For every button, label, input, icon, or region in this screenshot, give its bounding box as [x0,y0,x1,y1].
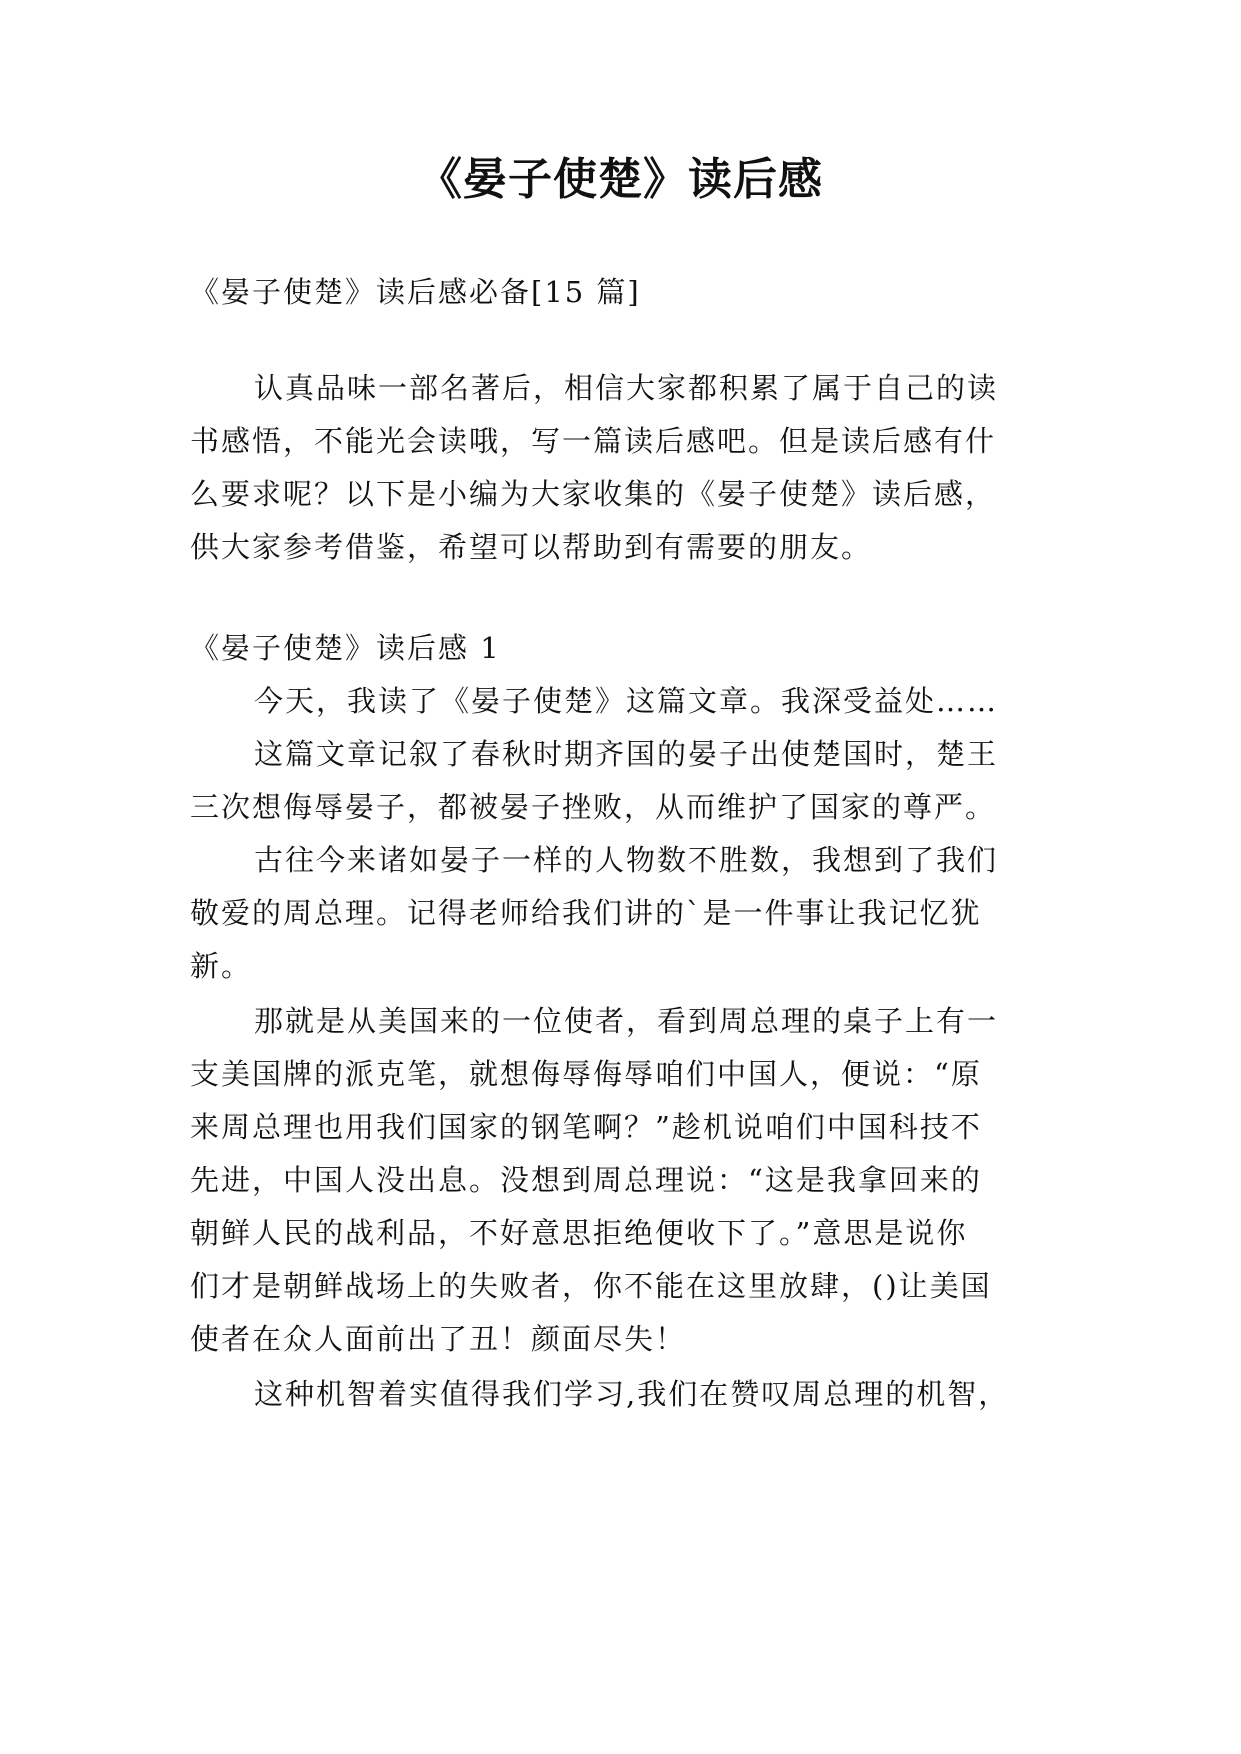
intro-line: 供大家参考借鉴，希望可以帮助到有需要的朋友。 [190,530,873,564]
body-line: 那就是从美国来的一位使者，看到周总理的桌子上有一 [254,1004,999,1038]
document-subtitle: 《晏子使楚》读后感必备[15 篇] [190,275,641,309]
intro-line: 认真品味一部名著后，相信大家都积累了属于自己的读 [254,371,999,405]
body-line: 新。 [190,949,253,983]
body-line: 使者在众人面前出了丑！颜面尽失！ [190,1322,687,1356]
intro-line: 书感悟，不能光会读哦，写一篇读后感吧。但是读后感有什 [190,424,997,458]
body-line: 这种机智着实值得我们学习,我们在赞叹周总理的机智， [254,1377,1010,1411]
body-line: 来周总理也用我们国家的钢笔啊？”趁机说咱们中国科技不 [190,1110,982,1144]
body-line: 今天，我读了《晏子使楚》这篇文章。我深受益处…… [254,684,999,718]
body-line: 敬爱的周总理。记得老师给我们讲的`是一件事让我记忆犹 [190,896,982,930]
body-line: 朝鲜人民的战利品，不好意思拒绝便收下了。”意思是说你 [190,1216,968,1250]
body-line: 们才是朝鲜战场上的失败者，你不能在这里放肆，()让美国 [190,1269,992,1303]
document-title: 《晏子使楚》读后感 [418,154,823,205]
body-line: 三次想侮辱晏子，都被晏子挫败，从而维护了国家的尊严。 [190,790,997,824]
body-line: 这篇文章记叙了春秋时期齐国的晏子出使楚国时，楚王 [254,737,999,771]
body-line: 先进，中国人没出息。没想到周总理说：“这是我拿回来的 [190,1163,982,1197]
section-heading: 《晏子使楚》读后感 1 [190,631,501,665]
body-line: 支美国牌的派克笔，就想侮辱侮辱咱们中国人，便说：“原 [190,1057,982,1091]
body-line: 古往今来诸如晏子一样的人物数不胜数，我想到了我们 [254,843,999,877]
intro-line: 么要求呢？以下是小编为大家收集的《晏子使楚》读后感， [190,477,997,511]
